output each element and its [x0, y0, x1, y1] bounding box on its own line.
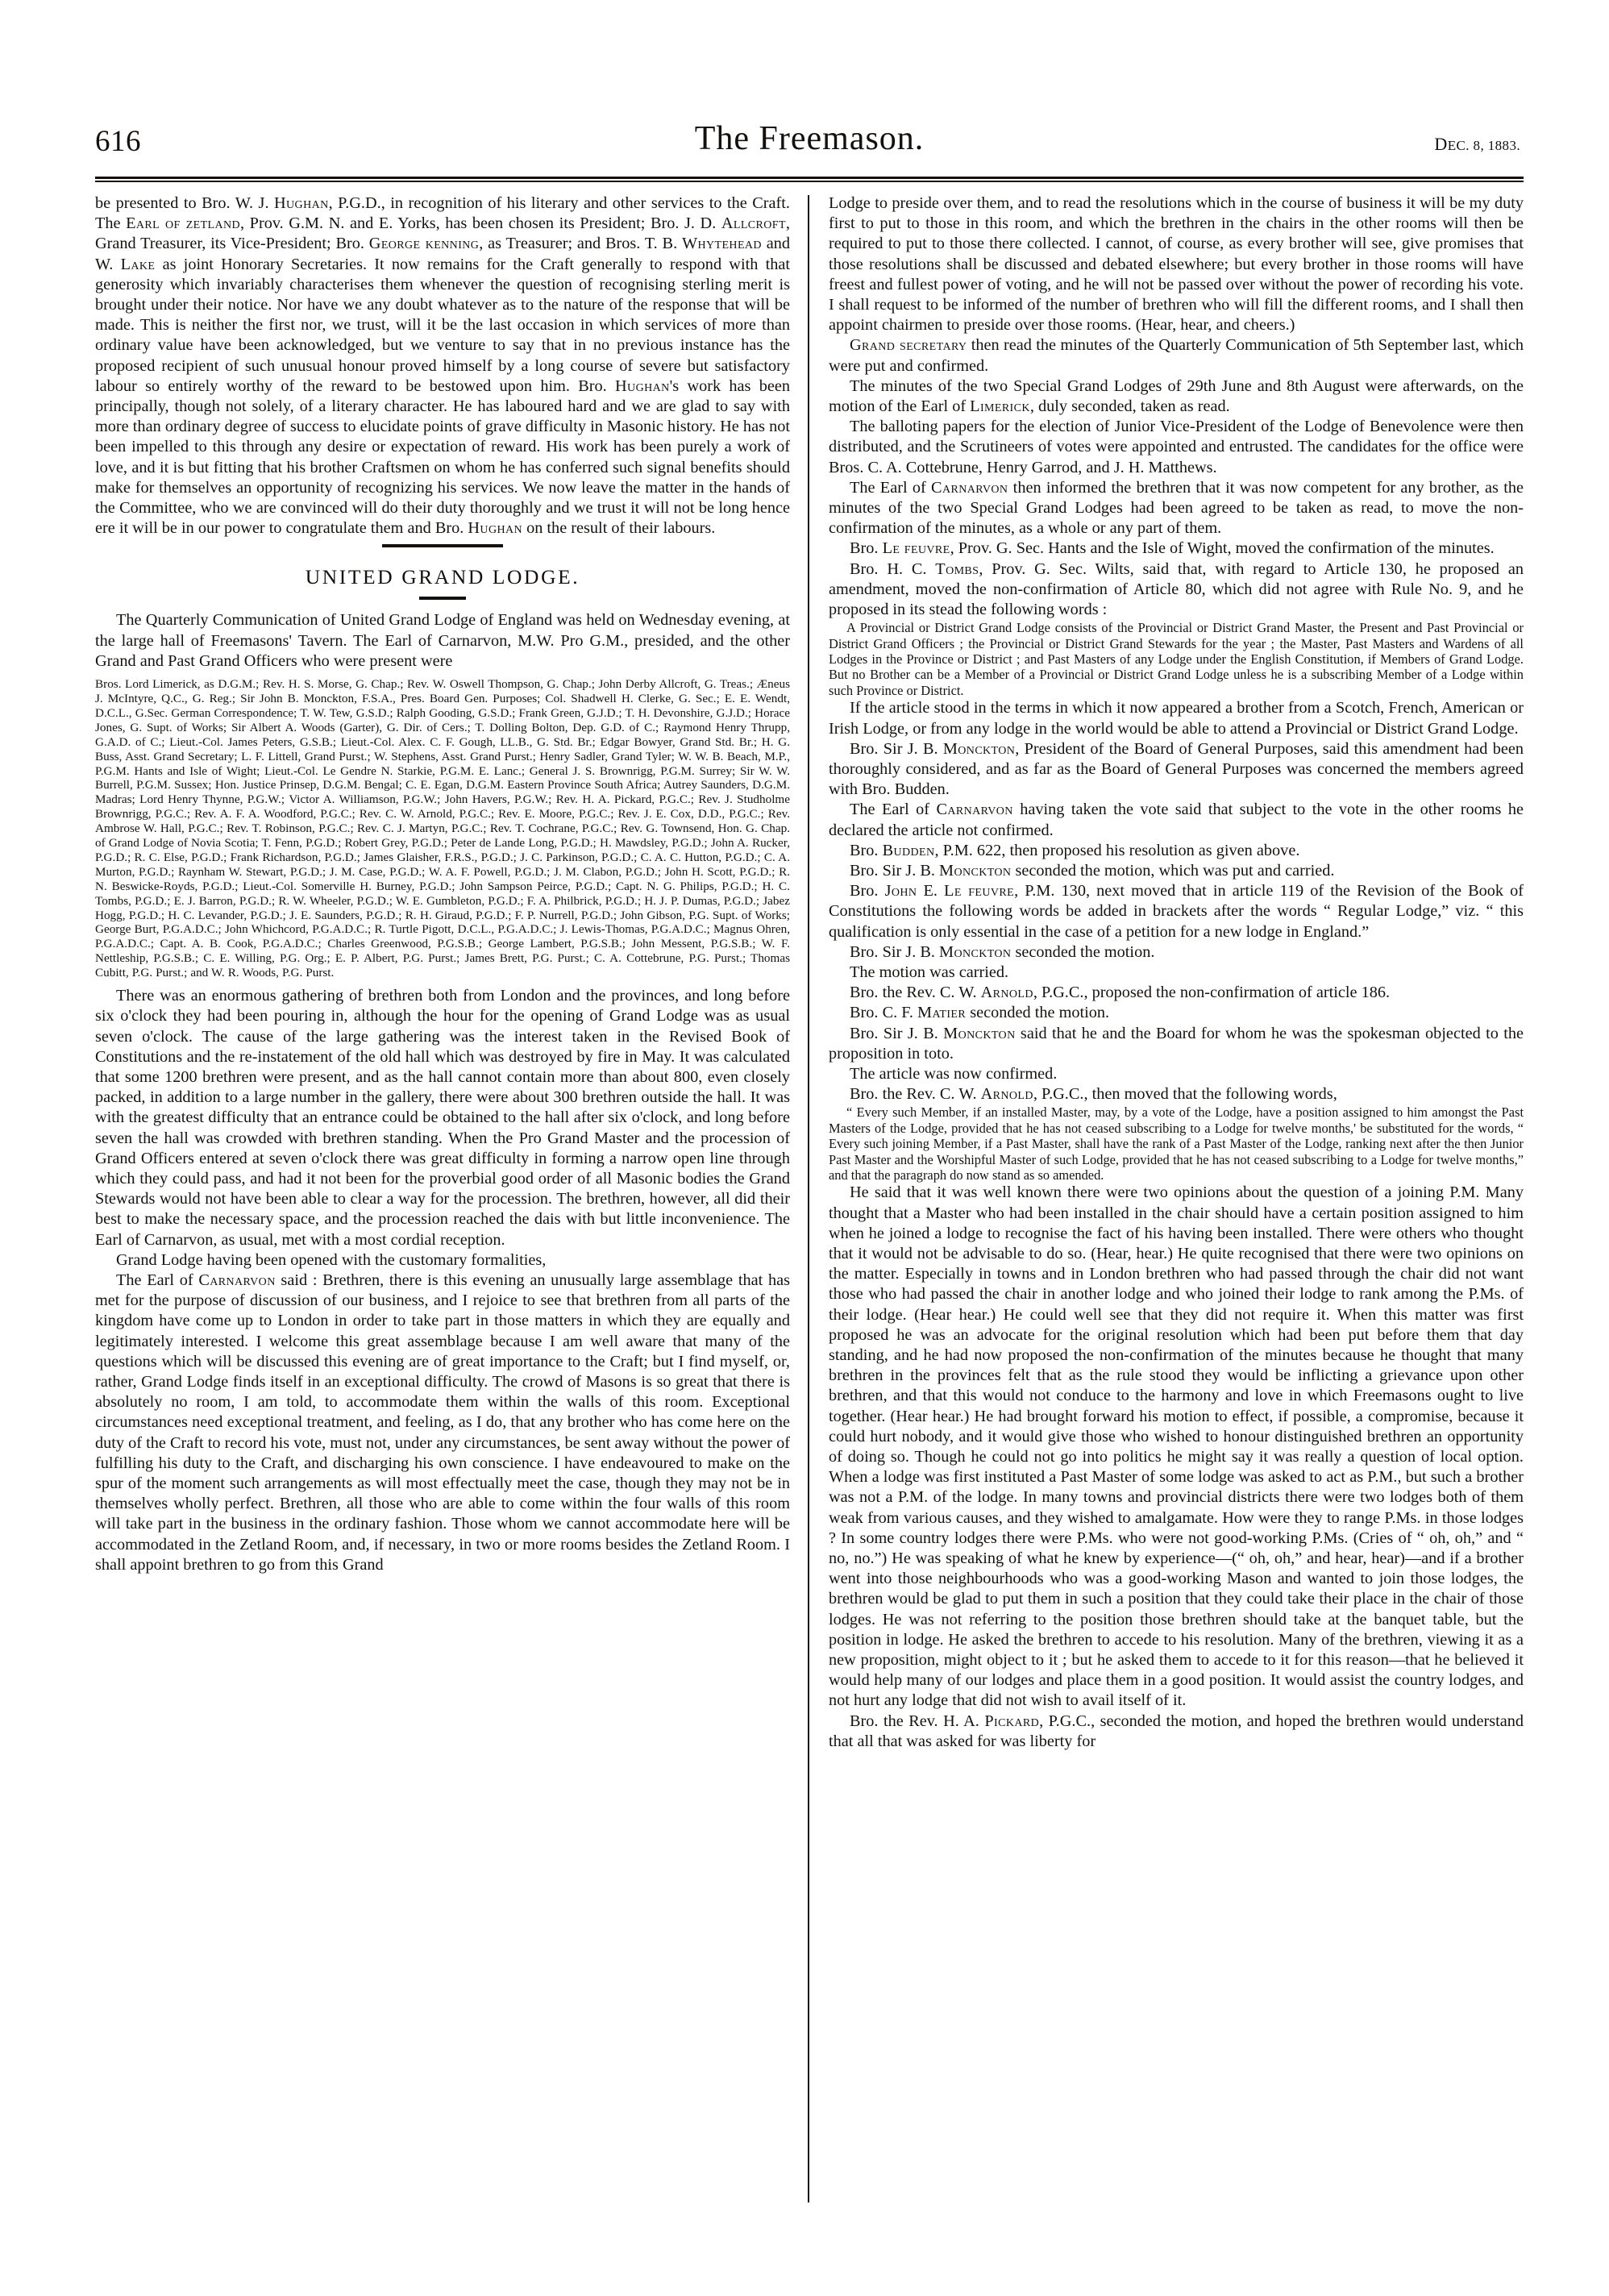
paragraph-matier-seconded: Bro. C. F. Matier seconded the motion.	[850, 1004, 1110, 1022]
paragraph-lead-hughan: be presented to Bro. W. J. Hughan, P.G.D., in recognition of his literary and other services to the Craft. The Earl of zetland, Prov. G.M. N. and E. Yorks, has been chosen its President; Bro. J. D. Allcroft, Grand Treasurer, its Vice-President; Bro. George kenning, as Treasurer; and Bros. T. B. Whytehead and W. Lake as joint Honorary Secretaries. It now remains for the Craft generally to respond with that generosity which invariably characterises them whenever the question of recognising sterling merit is brought under their notice. Nor have we any doubt whatever as to the nature of the response that will be made. This is neither the first nor, we trust, will it be the last occasion in which services of more than ordinary value have been acknowledged, but we venture to say that in no previous instance has the proposed recipient of such unusual honour proved himself by a long course of severe but satisfactory labour so entirely worthy of the reward to be bestowed upon him. Bro. Hughan's work has been principally, though not solely, of a literary character. He has laboured hard and we are glad to say with more than ordinary degree of success to elucidate points of grave difficulty in Masonic history. He has not been impelled to this through any desire or expectation of reward. His work has been purely a work of love, and it is but fitting that his brother Craftsmen on whom he has conferred such signal benefits should make for themselves an opportunity of recognizing his services. We now leave the matter in the hands of the Committee, who we are convinced will do their duty thoroughly and we trust it will not be long hence ere it will be in our power to congratulate them and Bro. Hughan on the result of their labours.	[95, 194, 790, 538]
paragraph-le-feuvre-article-119: Bro. John E. Le feuvre, P.M. 130, next moved that in article 119 of the Revision of the Book of Constitutions the following words be added in brackets after the words “ Regular Lodge,” viz. “ this qualification is only essential in the case of a petition for a new lodge in England.”	[829, 882, 1524, 941]
paragraph-arnold-article-186: Bro. the Rev. C. W. Arnold, P.G.C., proposed the non-confirmation of article 186.	[850, 984, 1391, 1002]
page-folio-number: 616	[95, 125, 141, 158]
right-column	[829, 193, 1524, 2209]
paragraph-motion-carried: The motion was carried.	[850, 963, 1009, 981]
paragraph-budden-resolution: Bro. Budden, P.M. 622, then proposed his resolution as given above.	[850, 841, 1300, 859]
paragraph-special-grand-lodges-minutes: The minutes of the two Special Grand Lodges of 29th June and 8th August were afterwards, on the motion of the Earl of Limerick, duly seconded, taken as read.	[829, 376, 1524, 416]
section-heading-rule	[419, 597, 466, 600]
section-heading-united-grand-lodge: UNITED GRAND LODGE.	[305, 565, 580, 589]
paragraph-quarterly-communication: The Quarterly Communication of United Grand Lodge of England was held on Wednesday evening, at the large hall of Freemasons' Tavern. The Earl of Carnarvon, M.W. Pro G.M., presided, and the other Grand and Past Grand Officers who were present were	[95, 611, 790, 670]
officers-roster: Bros. Lord Limerick, as D.G.M.; Rev. H. S. Morse, G. Chap.; Rev. W. Oswell Thompson, G. Chap.; John Derby Allcroft, G. Treas.; Æneus J. McIntyre, Q.C., G. Reg.; Sir John B. Monckton, F.S.A., Pres. Board Gen. Purposes; Col. Shadwell H. Clerke, G. Sec.; E. E. Wendt, D.C.L., G.Sec. German Correspondence; T. W. Tew, G.S.D.; Ralph Gooding, G.S.D.; Frank Green, G.J.D.; T. H. Devonshire, G.J.D.; Horace Jones, G. Supt. of Works; Sir Albert A. Woods (Garter), G. Dir. of Cers.; T. Dolling Bolton, Dep. G.D. of C.; Raymond Henry Thrupp, G.A.D. of C.; Lieut.-Col. James Peters, G.S.B.; Lieut.-Col. Alex. C. F. Gough, LL.B., G. Std. Br.; Edgar Bowyer, Grand Std. Br.; H. G. Buss, Asst. Grand Secretary; L. F. Littell, Grand Purst.; W. Stephens, Asst. Grand Purst.; Henry Sadler, Grand Tyler; W. W. B. Beach, M.P., P.G.M. Hants and Isle of Wight; Lieut.-Col. Le Gendre N. Starkie, P.G.M. E. Lanc.; General J. S. Brownrigg, P.G.M. Surrey; Sir W. W. Burrell, P.G.M. Sussex; Hon. Justice Prinsep, D.G.M. Bengal; C. E. Egan, D.G.M. Eastern Province South Africa; Autrey Saunders, D.G.M. Madras; Lord Henry Thynne, P.G.W.; Victor A. Williamson, P.G.W.; John Havers, P.G.W.; Rev. H. A. Pickard, P.G.C.; Rev. J. Studholme Brownrigg, P.G.C.; Rev. A. F. A. Woodford, P.G.C.; Rev. C. W. Arnold, P.G.C.; Rev. E. Moore, P.G.C.; Rev. J. E. Cox, D.D., P.G.C.; Rev. Ambrose W. Hall, P.G.C.; Rev. T. Robinson, P.G.C.; Rev. C. J. Martyn, P.G.C.; Rev. T. Cochrane, P.G.C.; Rev. G. Townsend, Hon. G. Chap. of Grand Lodge of Novia Scotia; T. Fenn, P.G.D.; Robert Grey, P.G.D.; Peter de Lande Long, P.G.D.; H. Mawdsley, P.G.D.; John A. Rucker, P.G.D.; R. C. Else, P.G.D.; Frank Richardson, P.G.D.; James Glaisher, F.R.S., P.G.D.; J. C. Parkinson, P.G.D.; C. A. C. Hutton, P.G.D.; C. A. Murton, P.G.D.; Raynham W. Stewart, P.G.D.; J. M. Case, P.G.D.; W. A. F. Powell, P.G.D.; J. M. Clabon, P.G.D.; John H. Scott, P.G.D.; R. N. Beswicke-Royds, P.G.D.; Lieut.-Col. Somerville H. Burney, P.G.D.; John Sampson Peirce, P.G.D.; Capt. N. G. Philips, P.G.D.; H. C. Tombs, P.G.D.; E. J. Barron, P.G.D.; R. W. Wheeler, P.G.D.; W. E. Gumbleton, P.G.D.; F. A. Philbrick, P.G.D.; H. J. P. Dumas, P.G.D.; Jabez Hogg, P.G.D.; H. C. Levander, P.G.D.; J. E. Saunders, P.G.D.; R. H. Giraud, P.G.D.; F. P. Nurrell, P.G.D.; John Gibson, P.G. Supt. of Works; George Burt, P.G.A.D.C.; John Whichcord, P.G.A.D.C.; R. Turtle Pigott, D.C.L., P.G.A.D.C.; J. Lewis-Thomas, P.G.A.D.C.; Magnus Ohren, P.G.A.D.C.; Capt. A. B. Cook, P.G.A.D.C.; Charles Greenwood, P.G.S.B.; George Lambert, P.G.S.B.; John Messent, P.G.S.B.; W. F. Nettleship, P.G.S.B.; C. E. Willing, P.G. Org.; E. P. Albert, P.G. Purst.; James Brett, P.G. Purst.; C. A. Cottebrune, P.G. Purst.; Thomas Cubitt, P.G. Purst.; and W. R. Woods, P.G. Purst.	[95, 677, 790, 980]
paragraph-arnold-moved-words: Bro. the Rev. C. W. Arnold, P.G.C., then moved that the following words,	[850, 1085, 1337, 1104]
paragraph-if-article-stood: If the article stood in the terms in which it now appeared a brother from a Scotch, French, American or Irish Lodge, or from any lodge in the world would be able to attend a Provincial or District Grand Lodge.	[829, 699, 1524, 738]
article-end-rule	[382, 544, 503, 547]
paragraph-balloting-papers: The balloting papers for the election of Junior Vice-President of the Lodge of Benevolence were then distributed, and the Scrutineers of votes were appointed and entrusted. The candidates for the office were Bros. C. A. Cottebrune, Henry Garrod, and J. H. Matthews.	[829, 418, 1524, 476]
paragraph-article-confirmed: The article was now confirmed.	[850, 1064, 1058, 1083]
paragraph-earl-took-vote: The Earl of Carnarvon having taken the vote said that subject to the vote in the other rooms he declared the article not confirmed.	[829, 801, 1524, 839]
masthead	[95, 119, 1524, 177]
paragraph-monckton-seconded-carried: Bro. Sir J. B. Monckton seconded the motion, which was put and carried.	[850, 861, 1335, 880]
paragraph-carnarvon-address: The Earl of Carnarvon said : Brethren, there is this evening an unusually large assemblage that has met for the purpose of discussion of our business, and I rejoice to see that brethren from all parts of the kingdom have come up to London in order to take part in those matters in which they are equally and legitimately interested. I welcome this great assemblage because I am well aware that many of the questions which will be discussed this evening are of great importance to the Craft; but I find myself, or, rather, Grand Lodge finds itself in an exceptional difficulty. The crowd of Masons is so great that there is absolutely no room, I am told, to accommodate them within the walls of this room. Exceptional circumstances need exceptional treatment, and feeling, as I do, that any brother who has come here on the duty of the Craft to record his vote, must not, under any circumstances, be sent away without the power of fulfilling his duty to the Craft, and discharging his own conscience. I have endeavoured to make on the spur of the moment such arrangements as will most effectually meet the case, though they may not be in themselves wholly perfect. Brethren, all those who are able to come within the four walls of this room will take part in the business in the ordinary fashion. Those whom we cannot accommodate here will be accommodated in the Zetland Room, and, if necessary, in two or more rooms besides the Zetland Room. I shall appoint brethren to go from this Grand	[95, 1271, 790, 1574]
left-column	[95, 193, 790, 2209]
quoted-every-such-member-rule: “ Every such Member, if an installed Master, may, by a vote of the Lodge, have a position assigned to him amongst the Past Masters of the Lodge, provided that he has not ceased subscribing to a Lodge for twelve months,' be substituted for the words, “ Every such joining Member, if a Past Master, shall have the rank of a Past Master of the Lodge, ranking next after the then Junior Past Master and the Worshipful Master of such Lodge, provided that he has not ceased subscribing to a Lodge for twelve months,” and that the paragraph do now stand as so amended.	[829, 1104, 1524, 1183]
masthead-rule	[95, 177, 1524, 182]
paragraph-le-feuvre-confirmation: Bro. Le feuvre, Prov. G. Sec. Hants and the Isle of Wight, moved the confirmation of the minutes.	[850, 539, 1495, 558]
publication-title: The Freemason.	[694, 120, 925, 157]
paragraph-monckton-board: Bro. Sir J. B. Monckton, President of the Board of General Purposes, said this amendment had been thoroughly considered, and as far as the Board of General Purposes was concerned the members agreed with Bro. Budden.	[829, 739, 1524, 799]
column-divider	[808, 195, 809, 2202]
paragraph-joining-past-master-speech: He said that it was well known there were two opinions about the question of a joining P.M. Many thought that a Master who had been installed in the chair should have a certain position assigned to him when he joined a lodge to recognise the fact of his having been installed. There were others who thought that it would not be advisable to do so. (Hear, hear.) He quite recognised that there were two opinions on the matter. Especially in towns and in London brethren who had passed through the chair did not want those who had passed the chair in another lodge and who joined their lodge to rank among the P.Ms. of their lodge. (Hear hear.) He could well see that they did not require it. When this matter was first proposed he was an advocate for the original resolution which had been put before them that day standing, and he had now proposed the non-confirmation of the minutes because he thought that many brethren in the provinces felt that as the rule stood they would be inflicting a grievance upon other brethren, and that this would not conduce to the harmony and love in which Freemasons ought to live together. (Hear hear.) He had brought forward his motion to effect, if possible, a compromise, because it could hurt nobody, and it would give those who wished to honour distinguished brethren an opportunity of doing so. Though he could not go into politics he might say it was really a question of local option. When a lodge was first instituted a Past Master of some lodge was asked to act as P.M., but such a brother was not a P.M. of the lodge. In many towns and provincial districts there were two lodges both of them weak from various causes, and they wished to amalgamate. How were they to range P.Ms. in those lodges ? In some country lodges there were P.Ms. who were not good-working P.Ms. (Cries of “ oh, oh,” and “ no, no.”) He was speaking of what he knew by experience—(“ oh, oh,” and hear, hear)—and if a brother went into those neighbourhoods who was a good-working Mason and wanted to join those lodges, the brethren would be glad to put them in such a position that they could take their place in the chair of those lodges. He was not referring to the position those brethren should take at the banquet table, but the position in lodge. He asked the brethren to accede to his resolution. Many of the brethren, viewing it as a new proposition, might object to it ; but he asked them to accede to it for this reason—that he believed it would help many of our lodges and place them in a good position. It would assist the country lodges, and not hurt any lodge that did not wish to avail itself of it.	[829, 1183, 1524, 1710]
paragraph-monckton-objected: Bro. Sir J. B. Monckton said that he and the Board for whom he was the spokesman objected to the proposition in toto.	[829, 1024, 1524, 1063]
paragraph-earl-informed: The Earl of Carnarvon then informed the brethren that it was now competent for any brother, as the minutes of the two Special Grand Lodges had been agreed to be taken as read, to move the non-confirmation of the minutes, as a whole or any part of them.	[829, 478, 1524, 538]
article-columns	[95, 193, 1524, 2209]
paragraph-monckton-seconded: Bro. Sir J. B. Monckton seconded the motion.	[850, 942, 1155, 961]
paragraph-grand-secretary-minutes: Grand secretary then read the minutes of the Quarterly Communication of 5th September last, which were put and confirmed.	[829, 336, 1524, 375]
issue-date-rest: EC. 8, 1883.	[1447, 138, 1520, 153]
issue-date	[1434, 134, 1520, 155]
issue-date-initial: D	[1434, 134, 1448, 154]
paragraph-tombs-amendment: Bro. H. C. Tombs, Prov. G. Sec. Wilts, said that, with regard to Article 130, he proposed an amendment, moved the non-confirmation of Article 80, which did not agree with Rule No. 9, and he proposed in its stead the following words :	[829, 559, 1524, 619]
paragraph-gathering: There was an enormous gathering of brethren both from London and the provinces, and long before six o'clock they had been pouring in, although the hour for the opening of Grand Lodge was as usual seven o'clock. The cause of the large gathering was the interest taken in the Revised Book of Constitutions and the re-instatement of the old hall which was destroyed by fire in May. It was calculated that some 1200 brethren were present, and as the hall cannot contain more than about 800, even closely packed, in addition to a large number in the gallery, there were about 300 brethren outside the hall. It was with the greatest difficulty that an entrance could be obtained to the hall after six o'clock, and long before seven the hall was crowded with brethren standing. When the Pro Grand Master and the procession of Grand Officers entered at seven o'clock there was great difficulty in forming a narrow open line through which they could pass, and had it not been for the proverbial good order of all Masonic bodies the Grand Stewards would not have been able to clear a way for the procession. The brethren, however, all did their best to make the necessary space, and the procession reached the dais with but little inconvenience. The Earl of Carnarvon, as usual, met with a most cordial reception.	[95, 987, 790, 1249]
paragraph-preside-rooms: Lodge to preside over them, and to read the resolutions which in the course of business it will be my duty first to put to those in this room, and which the brethren in the chairs in the other rooms will then be required to put to those there collected. I cannot, of course, as every brother will see, give promises that those resolutions shall be discussed and debated elsewhere; but every brother in those rooms will have freest and fullest power of voting, and he will not be passed over without the power of recording his vote. I shall request to be informed of the number of brethren who will fill the different rooms, and I shall then appoint chairmen to preside over those rooms. (Hear, hear, and cheers.)	[829, 194, 1524, 335]
paragraph-pickard-seconded: Bro. the Rev. H. A. Pickard, P.G.C., seconded the motion, and hoped the brethren would understand that all that was asked for was liberty for	[829, 1712, 1524, 1750]
paragraph-formalities: Grand Lodge having been opened with the customary formalities,	[116, 1250, 547, 1269]
quoted-provincial-grand-lodge-rule: A Provincial or District Grand Lodge consists of the Provincial or District Grand Master, the Present and Past Provincial or District Grand Officers ; the Provincial or District Grand Stewards for the year ; the Master, Past Masters and Wardens of all Lodges in the Province or District ; and Past Masters of any Lodge under the English Constitution, if Members of Grand Lodge. But no Brother can be a Member of a Provincial or District Grand Lodge unless he is a subscribing Member of a Lodge within such Province or District.	[829, 620, 1524, 698]
